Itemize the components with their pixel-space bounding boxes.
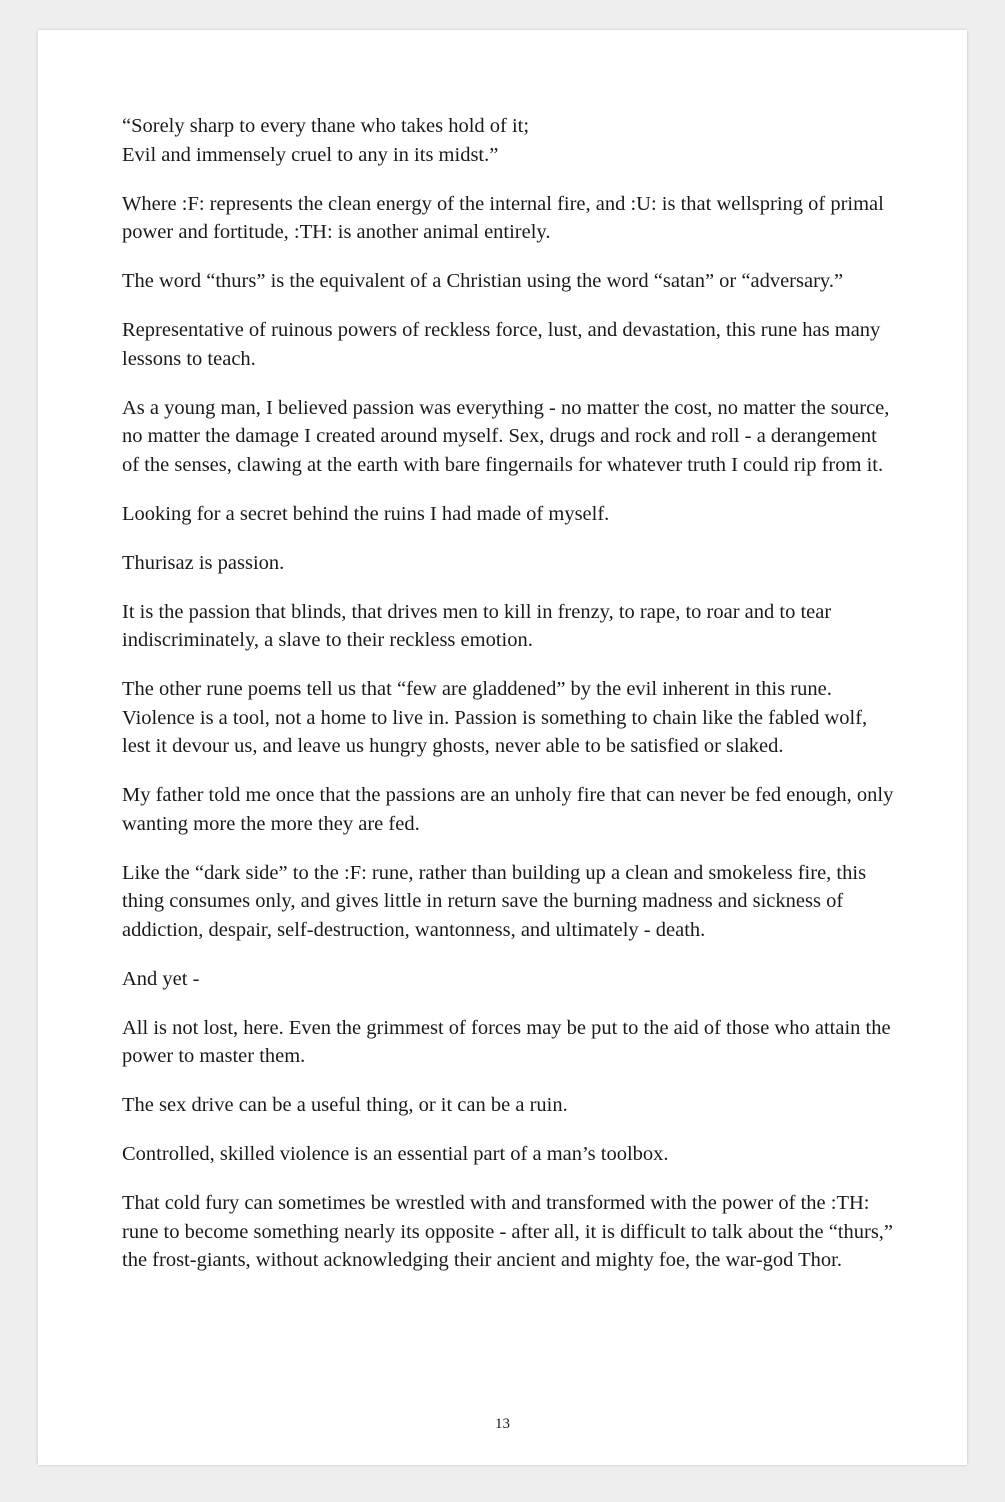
paragraph: Representative of ruinous powers of reckless force, lust, and devastation, this rune has many lessons to teach. bbox=[122, 319, 881, 370]
paragraph-quote: “Sorely sharp to every thane who takes hold of it; Evil and immensely cruel to any in its midst.” bbox=[122, 115, 530, 166]
body-text bbox=[122, 112, 894, 1295]
paragraph: The word “thurs” is the equivalent of a Christian using the word “satan” or “adversary.” bbox=[122, 270, 844, 292]
paragraph: As a young man, I believed passion was everything - no matter the cost, no matter the source, no matter the damage I created around myself. Sex, drugs and rock and roll - a derangement of the senses, clawing at the earth with bare fingernails for whatever truth I could rip from it. bbox=[122, 396, 890, 476]
paragraph: That cold fury can sometimes be wrestled with and transformed with the power of the :TH: rune to become something nearly its opposite - after all, it is difficult to talk about the “thurs,” the frost-giants, without acknowledging their ancient and mighty foe, the war-god Thor. bbox=[122, 1192, 894, 1271]
paragraph: It is the passion that blinds, that drives men to kill in frenzy, to rape, to roar and to tear indiscriminately, a slave to their reckless emotion. bbox=[122, 600, 832, 651]
book-page bbox=[38, 30, 967, 1465]
page-number: 13 bbox=[495, 1416, 510, 1432]
paragraph: The other rune poems tell us that “few are gladdened” by the evil inherent in this rune. Violence is a tool, not a home to live in. Passion is something to chain like the fabled wolf, lest it devour us, and leave us hungry ghosts, never able to be satisfied or slaked. bbox=[122, 678, 868, 757]
paragraph: Where :F: represents the clean energy of the internal fire, and :U: is that wellspring of primal power and fortitude, :TH: is another animal entirely. bbox=[122, 192, 884, 243]
paragraph: Like the “dark side” to the :F: rune, rather than building up a clean and smokeless fire, this thing consumes only, and gives little in return save the burning madness and sickness of addiction, despair, self-destruction, wantonness, and ultimately - death. bbox=[122, 861, 867, 941]
paragraph: Looking for a secret behind the ruins I had made of myself. bbox=[122, 502, 610, 525]
paragraph: My father told me once that the passions are an unholy fire that can never be fed enough, only wanting more the more they are fed. bbox=[122, 784, 894, 835]
paragraph: And yet - bbox=[122, 967, 200, 990]
paragraph: Thurisaz is passion. bbox=[122, 551, 285, 574]
paragraph: All is not lost, here. Even the grimmest of forces may be put to the aid of those who attain the power to master them. bbox=[122, 1016, 891, 1067]
paragraph: Controlled, skilled violence is an essential part of a man’s toolbox. bbox=[122, 1143, 669, 1165]
paragraph: The sex drive can be a useful thing, or it can be a ruin. bbox=[122, 1094, 568, 1116]
